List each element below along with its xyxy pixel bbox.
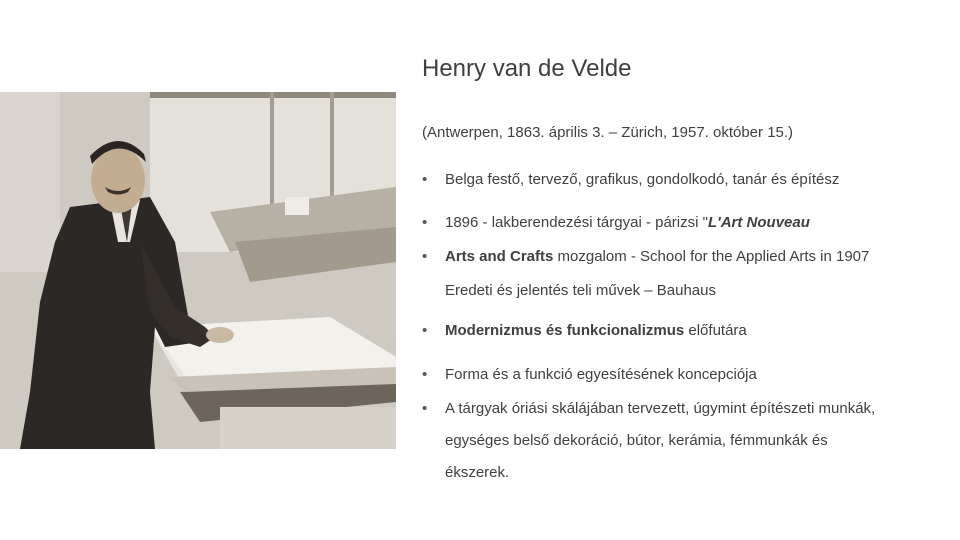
photo-illustration bbox=[0, 92, 396, 449]
bullet-text-rest: mozgalom - School for the Applied Arts in 1907 bbox=[553, 248, 870, 265]
bullet-text: A tárgyak óriási skálájában tervezett, úgymint építészeti munkák, bbox=[445, 400, 876, 417]
bullet-marker: • bbox=[422, 171, 428, 188]
bullet-continuation: ékszerek. bbox=[445, 464, 510, 481]
bullet-marker: • bbox=[422, 214, 428, 231]
bullet-marker: • bbox=[422, 248, 428, 265]
page-title: Henry van de Velde bbox=[422, 55, 632, 82]
bullet-text-rest: előfutára bbox=[684, 322, 747, 339]
portrait-photo bbox=[0, 92, 396, 449]
bullet-text bbox=[445, 248, 869, 265]
bullet-text: Belga festő, tervező, grafikus, gondolkodó, tanár és építész bbox=[445, 171, 840, 188]
bullet-marker: • bbox=[422, 400, 428, 417]
bullet-text-prefix: 1896 - lakberendezési tárgyai - párizsi " bbox=[445, 214, 708, 231]
bullet-text-bold: Arts and Crafts bbox=[445, 248, 554, 265]
bullet-text bbox=[445, 214, 810, 231]
bullet-marker: • bbox=[422, 366, 428, 383]
bullet-text: Forma és a funkció egyesítésének koncepciója bbox=[445, 366, 757, 383]
bullet-text bbox=[445, 322, 747, 339]
bullet-continuation: Eredeti és jelentés teli művek – Bauhaus bbox=[445, 282, 716, 299]
subtitle: (Antwerpen, 1863. április 3. – Zürich, 1957. október 15.) bbox=[422, 124, 794, 141]
bullet-text-emphasis: L'Art Nouveau bbox=[707, 214, 810, 231]
bullet-marker: • bbox=[422, 322, 428, 339]
bullet-text-bold: Modernizmus és funkcionalizmus bbox=[445, 322, 685, 339]
bullet-continuation: egységes belső dekoráció, bútor, kerámia, fémmunkák és bbox=[445, 432, 828, 449]
